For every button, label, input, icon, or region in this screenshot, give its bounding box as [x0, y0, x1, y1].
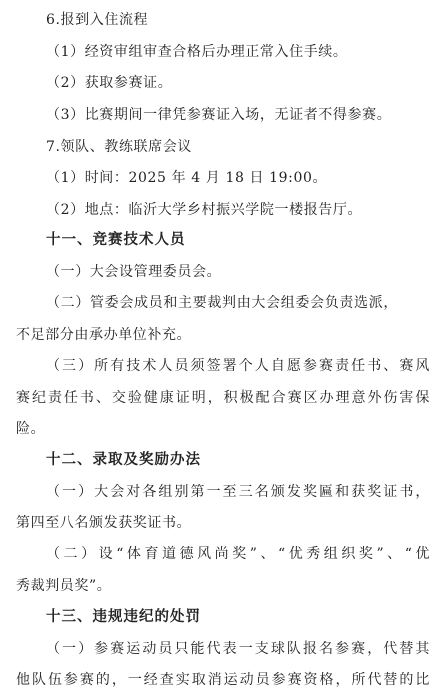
paragraph-line: 不足部分由承办单位补充。: [16, 327, 192, 343]
paragraph-line: 第四至八名颁发获奖证书。: [16, 515, 192, 531]
paragraph-line: （一）大会对各组别第一至三名颁发奖匾和获奖证书，: [46, 484, 430, 500]
paragraph-line: （3）比赛期间一律凭参赛证入场，无证者不得参赛。: [46, 107, 392, 123]
section-heading: 十二、录取及奖励办法: [46, 452, 201, 468]
paragraph-line: 秀裁判员奖”。: [16, 578, 112, 594]
paragraph-line: （1）时间：2025 年 4 月 18 日 19:00。: [46, 170, 328, 186]
section-6-title: 6.报到入住流程: [46, 12, 149, 28]
paragraph-line: （一）大会设管理委员会。: [46, 264, 222, 280]
paragraph-line: （二）管委会成员和主要裁判由大会组委会负责选派，: [46, 295, 398, 311]
paragraph-line: （1）经资审组审查合格后办理正常入住手续。: [46, 44, 348, 60]
paragraph-line: 险。: [16, 421, 46, 437]
paragraph-line: （一）参赛运动员只能代表一支球队报名参赛，代替其: [46, 641, 430, 657]
paragraph-line: 赛纪责任书、交验健康证明，积极配合赛区办理意外伤害保: [16, 390, 430, 406]
section-heading: 十一、竞赛技术人员: [46, 232, 186, 248]
section-heading: 十三、违规违纪的处罚: [46, 609, 201, 625]
paragraph-line: （二）设“体育道德风尚奖”、“优秀组织奖”、“优: [46, 546, 430, 562]
paragraph-line: （三）所有技术人员须签署个人自愿参赛责任书、赛风: [46, 358, 430, 374]
paragraph-line: 他队伍参赛的，一经查实取消运动员参赛资格，所代替的比: [16, 672, 430, 688]
paragraph-line: （2）获取参赛证。: [46, 75, 173, 91]
section-7-title: 7.领队、教练联席会议: [46, 139, 192, 155]
paragraph-line: （2）地点：临沂大学乡村振兴学院一楼报告厅。: [46, 202, 363, 218]
